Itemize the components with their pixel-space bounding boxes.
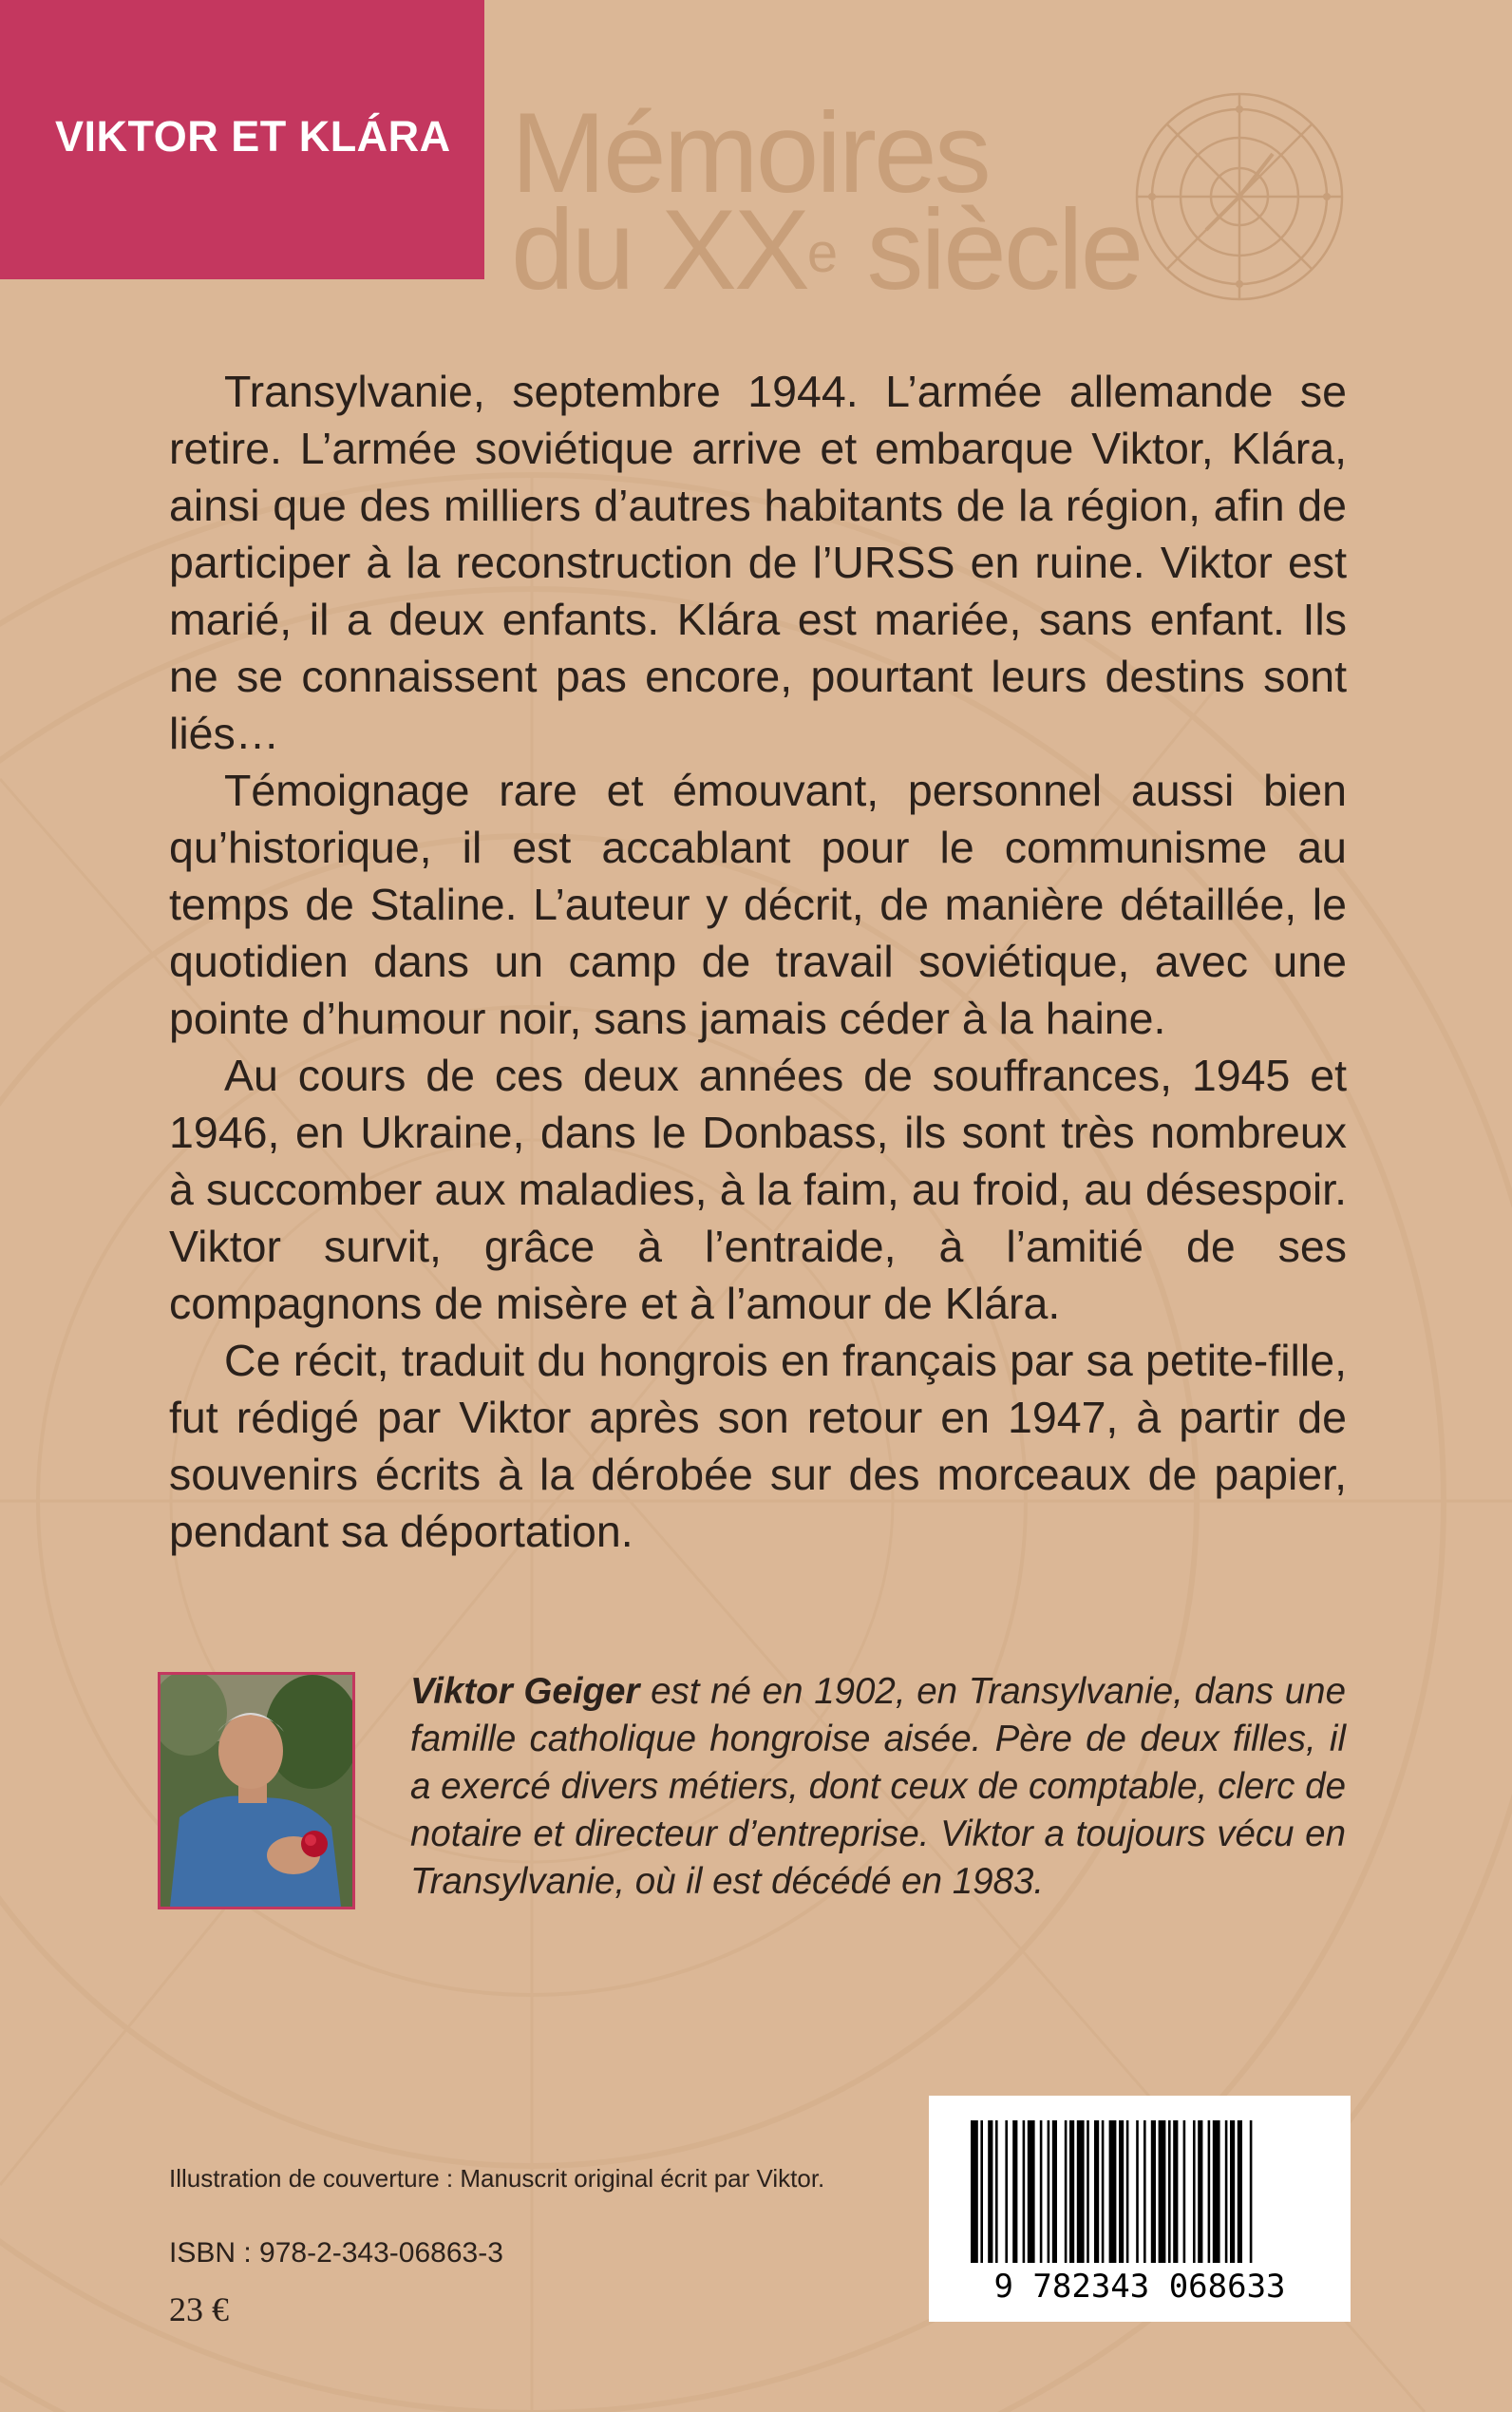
- barcode: [929, 2096, 1351, 2322]
- author-photo: [158, 1672, 355, 1909]
- author-name: Viktor Geiger: [410, 1671, 640, 1712]
- series-line-1: Mémoires: [511, 89, 989, 217]
- blurb-paragraph: Au cours de ces deux années de souffrances, 1945 et 1946, en Ukraine, dans le Donbass, ils sont très nombreux à succomber aux maladies, à la faim, au froid, au désespoir. Viktor survit, grâce à l’entraide, à l’amitié de ses compagnons de misère et à l’amour de Klára.: [169, 1051, 1347, 1328]
- book-title: VIKTOR ET KLÁRA: [55, 112, 451, 161]
- blurb-paragraph: Témoignage rare et émouvant, personnel aussi bien qu’historique, il est accablant pour le communisme au temps de Staline. L’auteur y décrit, de manière détaillée, le quotidien dans un camp de travail soviétique, avec une pointe d’humour noir, sans jamais céder à la haine.: [169, 766, 1347, 1043]
- title-band: [0, 0, 484, 279]
- series-line-2: du XXe siècle: [511, 186, 1142, 313]
- cover-illustration-credit: Illustration de couverture : Manuscrit original écrit par Viktor.: [169, 2164, 825, 2193]
- series-title: [511, 89, 1142, 313]
- isbn: ISBN : 978-2-343-06863-3: [169, 2237, 503, 2269]
- price: 23 €: [169, 2290, 229, 2328]
- author-bio-text: est né en 1902, en Transylvanie, dans une famille catholique hongroise aisée. Père de deux filles, il a exercé divers métiers, dont ceux de comptable, clerc de notaire et directeur d’entreprise. Viktor a toujours vécu en Transylvanie, où il est décédé en 1983.: [410, 1671, 1347, 1902]
- barcode-digits: 9 782343 068633: [993, 2268, 1286, 2306]
- clock-emblem-icon: [1130, 87, 1349, 306]
- blurb-paragraph: Transylvanie, septembre 1944. L’armée allemande se retire. L’armée soviétique arrive et embarque Viktor, Klára, ainsi que des milliers d’autres habitants de la région, afin de participer à la reconstruction de l’URSS en ruine. Viktor est marié, il a deux enfants. Klára est mariée, sans enfant. Ils ne se connaissent pas encore, pourtant leurs destins sont liés…: [169, 367, 1347, 758]
- back-cover-blurb: [169, 363, 1347, 1560]
- author-bio: [410, 1668, 1346, 1906]
- blurb-paragraph: Ce récit, traduit du hongrois en français par sa petite-fille, fut rédigé par Viktor après son retour en 1947, à partir de souvenirs écrits à la dérobée sur des morceaux de papier, pendant sa déportation.: [169, 1336, 1347, 1556]
